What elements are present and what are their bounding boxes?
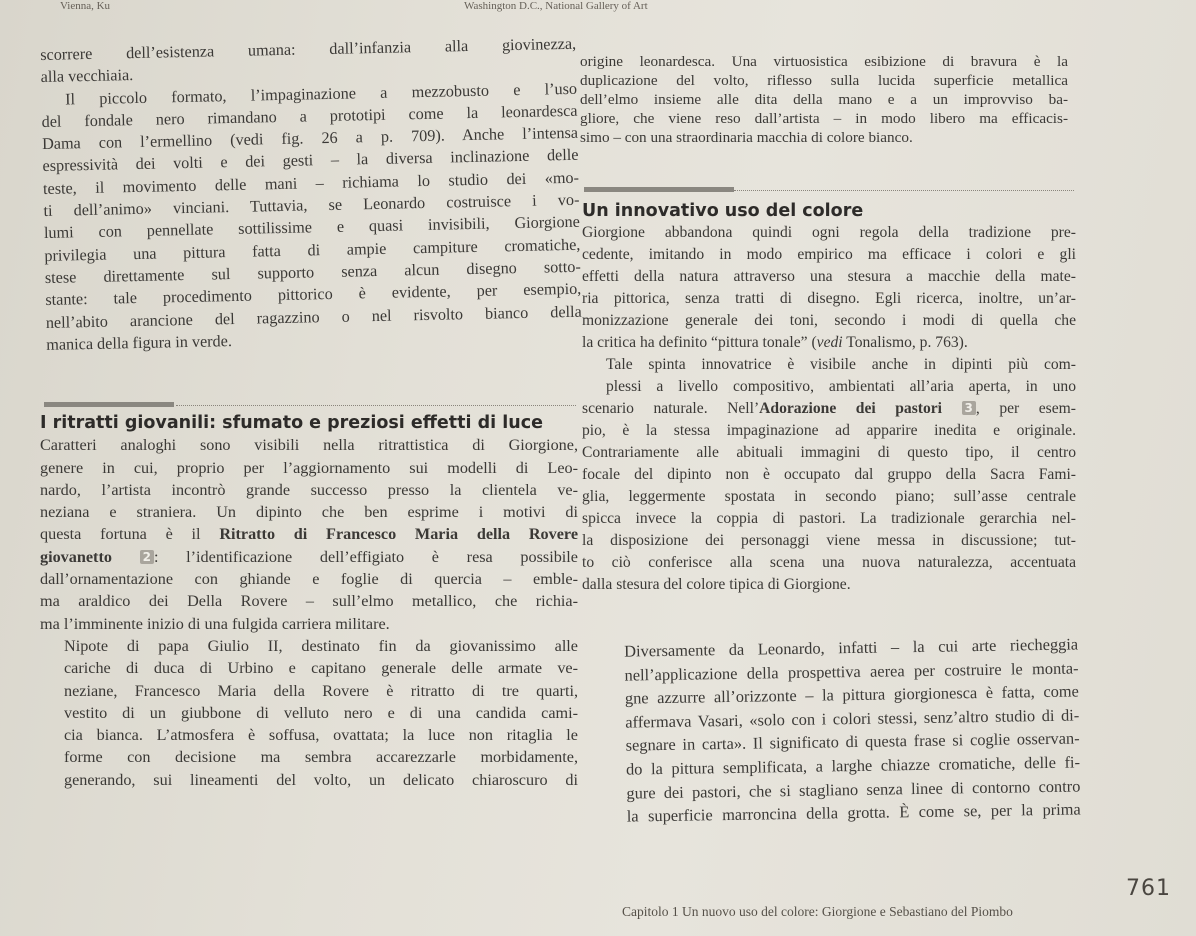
text-line: ti dell’animo» vinciani. Tuttavia, se Leonardo costruisce i vo- — [43, 190, 580, 221]
left-paragraph-4 — [40, 635, 578, 791]
right-column-lower — [600, 632, 1081, 828]
text-line: ria pittorica, senza tratti di disegno. Egli ricerca, inoltre, un’ar- — [582, 290, 1076, 307]
text-line: Tale spinta innovatrice è visibile anche in dipinti più com- — [606, 356, 1076, 373]
text-line: neziana e straniera. Un dipinto che ben esprime i motivi di — [40, 503, 578, 522]
text-line: nell’abito arancione del ragazzino o nel risvolto bianco della — [45, 302, 582, 332]
text-line: Contrariamente alle abituali immagini di questo tipo, il centro — [582, 444, 1076, 461]
text-line: gure dei pastori, che si stagliano senza linee di contorno contro — [626, 776, 1081, 803]
text-line: cia bianca. L’atmosfera è soffusa, ovattata; la luce non ritaglia le — [64, 726, 578, 745]
text-line: manica della figura in verde. — [46, 331, 233, 354]
section-rule-bar — [44, 402, 174, 407]
image-caption-left: Vienna, Ku — [60, 0, 111, 12]
left-column-lower — [40, 412, 578, 791]
text-line: segnare in carta». Il significato di questa frase si coglie osservan- — [625, 728, 1080, 755]
section-rule — [176, 405, 576, 406]
text-line: Nipote di papa Giulio II, destinato fin da giovanissimo alle — [64, 636, 578, 655]
text-line: Il piccolo formato, l’impaginazione a mezzobusto e l’uso — [64, 79, 578, 109]
text-line: alla vecchiaia. — [40, 66, 134, 87]
text-line: scenario naturale. Nell’Adorazione dei pastori 3 , per esem- — [582, 400, 1076, 417]
text-line: privilegia una pittura fatta di ampie campiture cromatiche, — [44, 235, 581, 265]
image-caption-right: Washington D.C., National Gallery of Art — [464, 0, 648, 12]
text-line: la superficie marroncina della grotta. È come se, per la prima — [626, 799, 1081, 826]
text-line: focale del dipinto non è occupato dal gruppo della Sacra Fami- — [582, 466, 1076, 483]
figure-reference-badge[interactable]: 3 — [962, 401, 976, 415]
chapter-footer: Capitolo 1 Un nuovo uso del colore: Giorgione e Sebastiano del Piombo — [622, 904, 1013, 919]
text-line: plessi a livello compositivo, ambientati all’aria aperta, in uno — [606, 378, 1076, 395]
right-paragraph-3 — [582, 354, 1076, 398]
artwork-title: Adorazione dei pastori — [759, 400, 943, 417]
right-column-upper — [580, 52, 1068, 147]
text-line: espressività dei volti e dei gesti – la diversa inclinazione delle — [42, 146, 579, 176]
text-line: vestito di un giubbone di velluto nero e di una candida cami- — [64, 703, 578, 722]
text-line: forme con decisione ma sembra accarezzarle morbidamente, — [64, 748, 578, 767]
text-line: dall’ornamentazione con ghiande e foglie di quercia – emble- — [40, 570, 578, 589]
text-line: scorrere dell’esistenza umana: dall’infanzia alla giovinezza, — [40, 34, 577, 64]
right-column — [582, 200, 1076, 596]
text-line: questa fortuna è il Ritratto di Francesco Maria della Rovere — [40, 525, 578, 544]
text-line: monizzazione generale dei toni, secondo i modi di quella che — [582, 312, 1076, 329]
right-paragraph-1 — [580, 52, 1068, 147]
text-line: Caratteri analoghi sono visibili nella ritrattistica di Giorgione, — [40, 436, 578, 455]
page-number: 761 — [1126, 876, 1171, 901]
left-column — [40, 33, 582, 356]
text-line: glia, leggermente spostata in secondo piano; sull’asse centrale — [582, 488, 1076, 505]
text-line: effetti della natura attraverso una stesura a macchie della mate- — [582, 268, 1076, 285]
left-paragraph-3-tail — [40, 568, 578, 635]
text-line: dalla stesura del colore tipica di Giorgione. — [582, 576, 851, 593]
text-line: affermava Vasari, «solo con i colori stessi, senz’altro studio di di- — [625, 705, 1080, 732]
text-line: generando, sui lineamenti del volto, un delicato chiaroscuro di — [64, 770, 578, 789]
text-line: nell’applicazione della prospettiva aerea per costruire le monta- — [624, 658, 1079, 685]
text-line: origine leonardesca. Una virtuosistica esibizione di bravura è la — [580, 53, 1068, 70]
text-line: stante: tale procedimento pittorico è evidente, per esempio, — [45, 279, 582, 310]
text-line: Diversamente da Leonardo, infatti – la cui arte riecheggia — [624, 634, 1079, 661]
section-rule-bar — [584, 187, 734, 192]
text-line: pio, è la stessa impaginazione ad apparire inedita e originale. — [582, 422, 1076, 439]
text-line: giovanetto 2 : l’identificazione dell’effigiato è resa possibile — [40, 547, 578, 566]
figure-reference-badge[interactable]: 2 — [140, 550, 154, 564]
section-heading-portraits: I ritratti giovanili: sfumato e preziosi effetti di luce — [40, 413, 543, 433]
artwork-title: giovanetto — [40, 547, 112, 566]
text-line: ma araldico dei Della Rovere – sull’elmo metallico, che richia- — [40, 592, 578, 611]
text-line: do la pittura semplificata, a larghe chiazze cromatiche, delle fi- — [625, 752, 1081, 779]
left-paragraph-2 — [41, 77, 582, 356]
artwork-title: Ritratto di Francesco Maria della Rovere — [219, 525, 578, 544]
text-line: to ciò conferisce alla scena una nuova naturalezza, accentuata — [582, 554, 1076, 571]
text-line: Dama con l’ermellino (vedi fig. 26 a p. 709). Anche l’intensa — [41, 123, 579, 154]
text-line: lumi con pennellate sottilissime e quasi invisibili, Giorgione — [43, 213, 581, 243]
text-line: genere in cui, proprio per l’aggiornamento sui modelli di Leo- — [40, 458, 578, 477]
text-line: simo – con una straordinaria macchia di colore bianco. — [580, 129, 913, 146]
text-line: stese direttamente sul supporto senza alcun disegno sotto- — [44, 257, 581, 287]
text-line: teste, il movimento delle mani – richiama lo studio dei «mo- — [42, 168, 580, 198]
text-line: dell’elmo insieme alle dita della mano e a un improvviso ba- — [580, 91, 1068, 108]
right-paragraph-3-tail — [582, 420, 1076, 596]
right-paragraph-2 — [582, 222, 1076, 332]
right-paragraph-4 — [600, 632, 1081, 828]
text-line: neziane, Francesco Maria della Rovere è ritratto di tre quarti, — [64, 681, 578, 700]
text-line: Giorgione abbandona quindi ogni regola della tradizione pre- — [582, 224, 1076, 241]
text-line: cariche di duca di Urbino e capitano generale delle armate ve- — [64, 659, 578, 678]
left-paragraph-3 — [40, 434, 578, 523]
text-line: nardo, l’artista incontrò grande successo presso la clientela ve- — [40, 480, 578, 499]
section-rule — [734, 190, 1074, 191]
text-line: spicca invece la coppia di pastori. La tradizionale gerarchia nel- — [582, 510, 1076, 527]
text-line: gne azzurre all’orizzonte – la pittura giorgionesca è fatta, come — [624, 681, 1080, 708]
text-line: cedente, imitando in modo empirico ma efficace i colori e gli — [582, 246, 1076, 263]
text-line: duplicazione del volto, riflesso sulla lucida superficie metallica — [580, 72, 1068, 89]
text-line: gliore, che viene reso dall’artista – in modo libero ma efficacis- — [580, 110, 1068, 127]
text-line: ma l’imminente inizio di una fulgida carriera militare. — [40, 614, 390, 633]
text-line: la critica ha definito “pittura tonale” (vedi Tonalismo, p. 763). — [582, 334, 968, 351]
section-heading-colour: Un innovativo uso del colore — [582, 201, 864, 221]
text-line: la disposizione dei personaggi viene messa in discussione; tut- — [582, 532, 1076, 549]
text-line: del fondale nero rimandano a prototipi come la leonardesca — [41, 101, 578, 131]
